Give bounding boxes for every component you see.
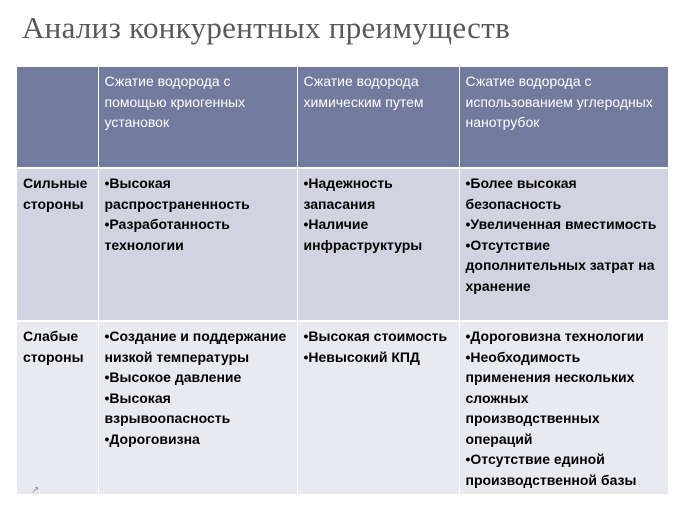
list-item: • Высокая распространенность — [105, 173, 291, 214]
list-item: • Дороговизна — [105, 429, 291, 450]
list-item: • Дороговизна технологии — [466, 326, 663, 347]
cell-weaknesses-nanotubes — [459, 321, 668, 495]
comparison-table — [17, 67, 668, 496]
list-item: • Более высокая безопасность — [466, 173, 663, 214]
list-item: • Отсутствие дополнительных затрат на хранение — [466, 235, 663, 297]
cell-strengths-cryogenic — [98, 168, 297, 321]
row-label-weaknesses: Слабые стороны — [17, 321, 98, 495]
list-item: • Увеличенная вместимость — [466, 214, 663, 235]
list-item: • Наличие инфраструктуры — [304, 214, 453, 255]
table-row-weaknesses — [17, 321, 668, 495]
table-row-strengths — [17, 168, 668, 321]
table-header-row — [17, 67, 668, 168]
list-item: • Создание и поддержание низкой температуры — [105, 326, 291, 367]
list-item: • Высокое давление — [105, 367, 291, 388]
cell-weaknesses-cryogenic — [98, 321, 297, 495]
list-item: • Необходимость применения нескольких сложных производственных операций — [466, 347, 663, 450]
list-item: • Отсутствие единой производственной базы — [466, 449, 663, 490]
header-chemical: Сжатие водорода химическим путем — [297, 67, 459, 168]
list-item: • Надежность запасания — [304, 173, 453, 214]
cell-strengths-nanotubes — [459, 168, 668, 321]
list-item: • Высокая стоимость — [304, 326, 453, 347]
slide-title: Анализ конкурентных преимуществ — [22, 10, 511, 45]
list-item: • Высокая взрывоопасность — [105, 388, 291, 429]
cell-strengths-chemical — [297, 168, 459, 321]
header-nanotubes: Сжатие водорода с использованием углеродных нанотрубок — [459, 67, 668, 168]
header-corner-cell — [17, 67, 98, 168]
header-cryogenic: Сжатие водорода с помощью криогенных установок — [98, 67, 297, 168]
list-item: • Разработанность технологии — [105, 214, 291, 255]
row-label-strengths: Сильные стороны — [17, 168, 98, 321]
list-item: • Невысокий КПД — [304, 347, 453, 368]
decorative-arrow-icon: ↗ — [31, 485, 40, 496]
cell-weaknesses-chemical — [297, 321, 459, 495]
